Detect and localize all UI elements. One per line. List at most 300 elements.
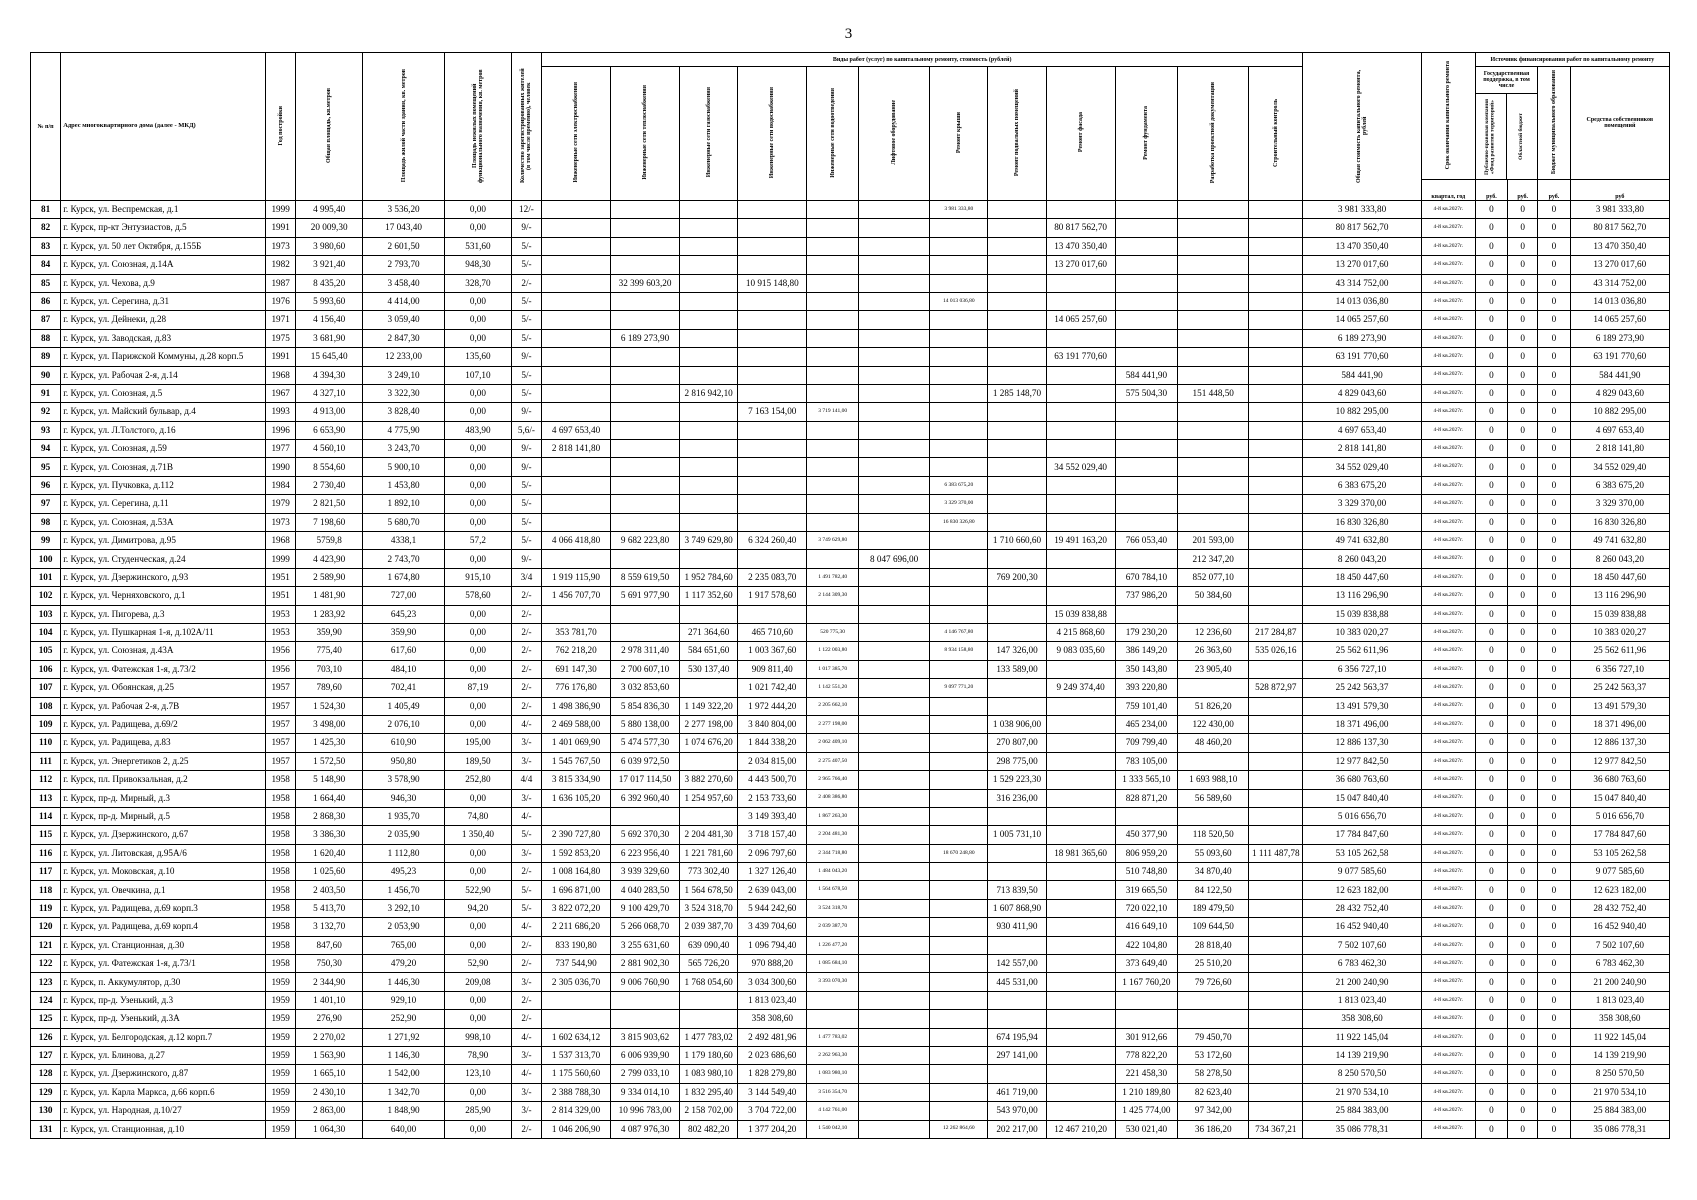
cell-own: 25 242 563,37 xyxy=(1570,679,1669,697)
cell-work xyxy=(1249,219,1303,237)
cell-work: 3 032 853,60 xyxy=(611,679,680,697)
table-row xyxy=(31,679,1670,697)
cell-work: 4 142 761,00 xyxy=(807,1102,859,1120)
cell-work xyxy=(859,329,930,347)
cell-living-area: 946,30 xyxy=(363,789,445,807)
cell-work xyxy=(1046,366,1115,384)
cell-work: 670 784,10 xyxy=(1115,568,1178,586)
cell-work xyxy=(1249,274,1303,292)
cell-work: 189 479,50 xyxy=(1178,899,1249,917)
cell-work xyxy=(1046,936,1115,954)
cell-work: 1 074 676,20 xyxy=(680,734,738,752)
cell-work xyxy=(988,807,1046,825)
cell-nonres-area: 0,00 xyxy=(445,201,512,219)
cell-work xyxy=(1249,918,1303,936)
cell-work: 118 520,50 xyxy=(1178,826,1249,844)
cell-year: 1982 xyxy=(266,256,296,274)
cell-work xyxy=(859,605,930,623)
cell-year: 1959 xyxy=(266,1028,296,1046)
cell-regional: 0 xyxy=(1508,1083,1538,1101)
cell-work xyxy=(988,623,1046,641)
cell-work xyxy=(807,384,859,402)
cell-regional: 0 xyxy=(1508,955,1538,973)
cell-work xyxy=(859,936,930,954)
cell-living-area: 4338,1 xyxy=(363,532,445,550)
cell-total-area: 276,90 xyxy=(296,1010,363,1028)
cell-term: 4-й кв.2027г. xyxy=(1421,752,1475,770)
cell-fund: 0 xyxy=(1475,440,1507,458)
cell-work xyxy=(930,752,988,770)
cell-work xyxy=(1249,421,1303,439)
cell-regional: 0 xyxy=(1508,348,1538,366)
cell-work: 3 516 354,70 xyxy=(807,1083,859,1101)
cell-work: 909 811,40 xyxy=(738,660,807,678)
cell-work: 1 142 551,20 xyxy=(807,679,859,697)
cell-work: 1 952 784,60 xyxy=(680,568,738,586)
table-row xyxy=(31,201,1670,219)
cell-work: 639 090,40 xyxy=(680,936,738,954)
cell-persons: 4/- xyxy=(511,807,541,825)
cell-regional: 0 xyxy=(1508,991,1538,1009)
cell-num: 131 xyxy=(31,1120,61,1138)
cell-work xyxy=(1249,881,1303,899)
cell-work xyxy=(611,458,680,476)
cell-work: 833 190,80 xyxy=(542,936,611,954)
cell-work: 3 840 804,00 xyxy=(738,715,807,733)
cell-num: 104 xyxy=(31,623,61,641)
cell-own: 3 329 370,00 xyxy=(1570,495,1669,513)
cell-own: 28 432 752,40 xyxy=(1570,899,1669,917)
cell-num: 107 xyxy=(31,679,61,697)
cell-total-area: 3 498,00 xyxy=(296,715,363,733)
cell-work xyxy=(988,1010,1046,1028)
cell-nonres-area: 0,00 xyxy=(445,991,512,1009)
cell-year: 1959 xyxy=(266,973,296,991)
cell-work: 691 147,30 xyxy=(542,660,611,678)
cell-work xyxy=(807,495,859,513)
cell-work: 122 430,00 xyxy=(1178,715,1249,733)
cell-municipal: 0 xyxy=(1538,789,1570,807)
header-own: Средства собственников помещений xyxy=(1570,67,1669,180)
cell-total: 13 116 296,90 xyxy=(1303,587,1422,605)
cell-regional: 0 xyxy=(1508,679,1538,697)
cell-work xyxy=(542,256,611,274)
cell-address: г. Курск, ул. Моковская, д.10 xyxy=(61,863,266,881)
cell-nonres-area: 0,00 xyxy=(445,844,512,862)
cell-fund: 0 xyxy=(1475,1120,1507,1138)
cell-work xyxy=(807,311,859,329)
cell-municipal: 0 xyxy=(1538,752,1570,770)
cell-work xyxy=(1046,1065,1115,1083)
cell-municipal: 0 xyxy=(1538,348,1570,366)
header-total-area: Общая площадь, кв.метров xyxy=(296,53,363,201)
cell-municipal: 0 xyxy=(1538,1028,1570,1046)
cell-municipal: 0 xyxy=(1538,642,1570,660)
cell-living-area: 5 680,70 xyxy=(363,513,445,531)
cell-work xyxy=(738,495,807,513)
cell-work: 776 176,80 xyxy=(542,679,611,697)
table-row xyxy=(31,734,1670,752)
cell-total: 35 086 778,31 xyxy=(1303,1120,1422,1138)
cell-work xyxy=(859,384,930,402)
cell-address: г. Курск, пр-д. Мирный, д.3 xyxy=(61,789,266,807)
cell-nonres-area: 0,00 xyxy=(445,936,512,954)
cell-work: 10 915 148,80 xyxy=(738,274,807,292)
cell-nonres-area: 195,00 xyxy=(445,734,512,752)
cell-work: 2 344 718,80 xyxy=(807,844,859,862)
cell-work: 12 467 210,20 xyxy=(1046,1120,1115,1138)
cell-work: 319 665,50 xyxy=(1115,881,1178,899)
cell-year: 1979 xyxy=(266,495,296,513)
cell-num: 85 xyxy=(31,274,61,292)
cell-work xyxy=(1178,256,1249,274)
cell-own: 14 065 257,60 xyxy=(1570,311,1669,329)
cell-term: 4-й кв.2027г. xyxy=(1421,899,1475,917)
cell-municipal: 0 xyxy=(1538,550,1570,568)
cell-work xyxy=(1178,311,1249,329)
header-w-roof: Ремонт крыши xyxy=(930,67,988,201)
cell-term: 4-й кв.2027г. xyxy=(1421,495,1475,513)
cell-work xyxy=(738,256,807,274)
cell-year: 1957 xyxy=(266,734,296,752)
cell-address: г. Курск, пр-д. Узенький, д.3 xyxy=(61,991,266,1009)
cell-work xyxy=(680,311,738,329)
cell-persons: 12/- xyxy=(511,201,541,219)
cell-work xyxy=(1115,476,1178,494)
cell-work: 4 215 868,60 xyxy=(1046,623,1115,641)
cell-year: 1975 xyxy=(266,329,296,347)
table-row xyxy=(31,660,1670,678)
cell-work: 8 559 619,50 xyxy=(611,568,680,586)
table-row xyxy=(31,366,1670,384)
cell-work xyxy=(988,513,1046,531)
table-row xyxy=(31,348,1670,366)
cell-total: 6 383 675,20 xyxy=(1303,476,1422,494)
cell-work xyxy=(611,513,680,531)
cell-persons: 2/- xyxy=(511,863,541,881)
cell-municipal: 0 xyxy=(1538,936,1570,954)
cell-work xyxy=(930,1028,988,1046)
cell-living-area: 617,60 xyxy=(363,642,445,660)
cell-total-area: 1 425,30 xyxy=(296,734,363,752)
cell-work xyxy=(930,237,988,255)
cell-total-area: 4 913,00 xyxy=(296,403,363,421)
cell-municipal: 0 xyxy=(1538,292,1570,310)
cell-own: 21 200 240,90 xyxy=(1570,973,1669,991)
cell-own: 17 784 847,60 xyxy=(1570,826,1669,844)
cell-work xyxy=(859,844,930,862)
cell-address: г. Курск, ул. Дзержинского, д.93 xyxy=(61,568,266,586)
cell-work xyxy=(859,1065,930,1083)
cell-persons: 5/- xyxy=(511,899,541,917)
cell-living-area: 1 848,90 xyxy=(363,1102,445,1120)
cell-work: 142 557,00 xyxy=(988,955,1046,973)
cell-work xyxy=(1178,458,1249,476)
table-row xyxy=(31,863,1670,881)
cell-work xyxy=(1249,256,1303,274)
table-row xyxy=(31,1120,1670,1138)
cell-work xyxy=(1249,771,1303,789)
cell-term: 4-й кв.2027г. xyxy=(1421,697,1475,715)
cell-regional: 0 xyxy=(1508,844,1538,862)
cell-address: г. Курск, пл. Привокзальная, д.2 xyxy=(61,771,266,789)
cell-total-area: 1 064,30 xyxy=(296,1120,363,1138)
cell-term: 4-й кв.2027г. xyxy=(1421,568,1475,586)
table-row xyxy=(31,292,1670,310)
cell-persons: 9/- xyxy=(511,403,541,421)
cell-nonres-area: 0,00 xyxy=(445,660,512,678)
cell-work xyxy=(680,256,738,274)
cell-year: 1958 xyxy=(266,844,296,862)
table-row xyxy=(31,513,1670,531)
cell-work xyxy=(1046,1010,1115,1028)
cell-own: 13 470 350,40 xyxy=(1570,237,1669,255)
cell-work xyxy=(1249,1028,1303,1046)
cell-work xyxy=(542,550,611,568)
cell-term: 4-й кв.2027г. xyxy=(1421,384,1475,402)
cell-address: г. Курск, ул. Фатежская 1-я, д.73/1 xyxy=(61,955,266,973)
cell-persons: 2/- xyxy=(511,1010,541,1028)
cell-persons: 3/- xyxy=(511,789,541,807)
cell-work xyxy=(611,384,680,402)
cell-work xyxy=(1115,513,1178,531)
cell-work xyxy=(988,605,1046,623)
cell-num: 83 xyxy=(31,237,61,255)
cell-municipal: 0 xyxy=(1538,219,1570,237)
cell-living-area: 484,10 xyxy=(363,660,445,678)
cell-living-area: 495,23 xyxy=(363,863,445,881)
cell-work: 3 882 270,60 xyxy=(680,771,738,789)
cell-work xyxy=(611,1010,680,1028)
cell-term: 4-й кв.2027г. xyxy=(1421,807,1475,825)
cell-work: 32 399 603,20 xyxy=(611,274,680,292)
cell-living-area: 252,90 xyxy=(363,1010,445,1028)
cell-work xyxy=(738,237,807,255)
cell-living-area: 645,23 xyxy=(363,605,445,623)
cell-nonres-area: 285,90 xyxy=(445,1102,512,1120)
cell-work xyxy=(738,550,807,568)
cell-work: 2 816 942,10 xyxy=(680,384,738,402)
cell-total-area: 1 401,10 xyxy=(296,991,363,1009)
cell-work: 3 439 704,60 xyxy=(738,918,807,936)
cell-work xyxy=(859,697,930,715)
cell-own: 11 922 145,04 xyxy=(1570,1028,1669,1046)
cell-own: 13 270 017,60 xyxy=(1570,256,1669,274)
cell-term: 4-й кв.2027г. xyxy=(1421,844,1475,862)
cell-regional: 0 xyxy=(1508,1046,1538,1064)
cell-work xyxy=(611,201,680,219)
cell-work: 221 458,30 xyxy=(1115,1065,1178,1083)
cell-own: 35 086 778,31 xyxy=(1570,1120,1669,1138)
cell-year: 1958 xyxy=(266,771,296,789)
cell-fund: 0 xyxy=(1475,807,1507,825)
cell-total: 18 371 496,00 xyxy=(1303,715,1422,733)
cell-work xyxy=(1046,863,1115,881)
cell-term: 4-й кв.2027г. xyxy=(1421,789,1475,807)
cell-own: 80 817 562,70 xyxy=(1570,219,1669,237)
cell-municipal: 0 xyxy=(1538,660,1570,678)
cell-year: 1958 xyxy=(266,863,296,881)
cell-work xyxy=(859,256,930,274)
cell-work xyxy=(738,201,807,219)
cell-persons: 3/4 xyxy=(511,568,541,586)
cell-work xyxy=(988,274,1046,292)
cell-work xyxy=(1178,440,1249,458)
cell-own: 16 830 326,80 xyxy=(1570,513,1669,531)
cell-own: 4 697 653,40 xyxy=(1570,421,1669,439)
cell-work xyxy=(680,513,738,531)
cell-work xyxy=(859,476,930,494)
cell-work xyxy=(542,292,611,310)
header-w-basement: Ремонт подвальных помещений xyxy=(988,67,1046,201)
cell-work xyxy=(859,1028,930,1046)
cell-fund: 0 xyxy=(1475,973,1507,991)
cell-work xyxy=(738,440,807,458)
cell-work xyxy=(611,991,680,1009)
cell-work xyxy=(542,311,611,329)
cell-work: 6 039 972,50 xyxy=(611,752,680,770)
cell-work xyxy=(1046,1102,1115,1120)
cell-address: г. Курск, ул. Л.Толстого, д.16 xyxy=(61,421,266,439)
cell-persons: 4/- xyxy=(511,918,541,936)
cell-year: 1959 xyxy=(266,1083,296,1101)
cell-living-area: 1 112,80 xyxy=(363,844,445,862)
cell-work: 1 491 782,40 xyxy=(807,568,859,586)
cell-nonres-area: 915,10 xyxy=(445,568,512,586)
cell-fund: 0 xyxy=(1475,237,1507,255)
cell-work: 6 006 939,90 xyxy=(611,1046,680,1064)
cell-address: г. Курск, ул. Дзержинского, д.87 xyxy=(61,1065,266,1083)
header-persons: Количество зарегистрированных жителей (в том числе временно), человек xyxy=(511,53,541,201)
cell-work xyxy=(680,274,738,292)
cell-municipal: 0 xyxy=(1538,826,1570,844)
cell-work: 1 046 206,90 xyxy=(542,1120,611,1138)
cell-work: 151 448,50 xyxy=(1178,384,1249,402)
cell-work xyxy=(680,348,738,366)
cell-address: г. Курск, ул. Студенческая, д.24 xyxy=(61,550,266,568)
cell-total: 6 356 727,10 xyxy=(1303,660,1422,678)
cell-living-area: 3 578,90 xyxy=(363,771,445,789)
cell-work: 9 334 014,10 xyxy=(611,1083,680,1101)
cell-work: 1 167 760,20 xyxy=(1115,973,1178,991)
cell-num: 118 xyxy=(31,881,61,899)
cell-work: 84 122,50 xyxy=(1178,881,1249,899)
cell-work: 386 149,20 xyxy=(1115,642,1178,660)
cell-work: 212 347,20 xyxy=(1178,550,1249,568)
cell-persons: 9/- xyxy=(511,550,541,568)
cell-work: 1 484 043,20 xyxy=(807,863,859,881)
cell-address: г. Курск, ул. Дзержинского, д.67 xyxy=(61,826,266,844)
cell-work xyxy=(859,771,930,789)
cell-work: 1 564 678,50 xyxy=(680,881,738,899)
cell-total-area: 775,40 xyxy=(296,642,363,660)
cell-work: 1 085 684,10 xyxy=(807,955,859,973)
table-row xyxy=(31,550,1670,568)
capital-repair-table xyxy=(30,52,1670,1139)
cell-municipal: 0 xyxy=(1538,844,1570,862)
header-w-electric: Инженерные сети электроснабжения xyxy=(542,67,611,201)
cell-term: 4-й кв.2027г. xyxy=(1421,1102,1475,1120)
cell-year: 1957 xyxy=(266,697,296,715)
cell-term: 4-й кв.2027г. xyxy=(1421,881,1475,899)
cell-work: 709 799,40 xyxy=(1115,734,1178,752)
cell-municipal: 0 xyxy=(1538,679,1570,697)
cell-work xyxy=(1046,807,1115,825)
cell-num: 93 xyxy=(31,421,61,439)
cell-living-area: 3 828,40 xyxy=(363,403,445,421)
cell-municipal: 0 xyxy=(1538,771,1570,789)
cell-work: 8 934 158,80 xyxy=(930,642,988,660)
cell-work: 2 204 481,30 xyxy=(807,826,859,844)
cell-num: 82 xyxy=(31,219,61,237)
cell-municipal: 0 xyxy=(1538,421,1570,439)
header-w-heat: Инженерные сети теплоснабжения xyxy=(611,67,680,201)
cell-total-area: 2 868,30 xyxy=(296,807,363,825)
cell-total: 15 047 840,40 xyxy=(1303,789,1422,807)
table-row xyxy=(31,384,1670,402)
cell-work: 3 524 318,70 xyxy=(807,899,859,917)
cell-work: 50 384,60 xyxy=(1178,587,1249,605)
cell-persons: 5/- xyxy=(511,826,541,844)
cell-total-area: 1 563,90 xyxy=(296,1046,363,1064)
cell-work xyxy=(859,807,930,825)
cell-regional: 0 xyxy=(1508,623,1538,641)
cell-regional: 0 xyxy=(1508,237,1538,255)
cell-work xyxy=(930,771,988,789)
cell-living-area: 3 059,40 xyxy=(363,311,445,329)
cell-work: 82 623,40 xyxy=(1178,1083,1249,1101)
cell-municipal: 0 xyxy=(1538,1010,1570,1028)
cell-term: 4-й кв.2027г. xyxy=(1421,918,1475,936)
cell-fund: 0 xyxy=(1475,513,1507,531)
cell-work: 5 854 836,30 xyxy=(611,697,680,715)
cell-year: 1999 xyxy=(266,550,296,568)
cell-year: 1953 xyxy=(266,605,296,623)
cell-total: 53 105 262,58 xyxy=(1303,844,1422,862)
table-row xyxy=(31,991,1670,1009)
cell-year: 1991 xyxy=(266,219,296,237)
cell-work: 1 210 189,80 xyxy=(1115,1083,1178,1101)
header-year: Год постройки xyxy=(266,53,296,201)
cell-work: 109 644,50 xyxy=(1178,918,1249,936)
cell-address: г. Курск, ул. Пигорева, д.3 xyxy=(61,605,266,623)
cell-work xyxy=(807,329,859,347)
cell-year: 1957 xyxy=(266,752,296,770)
cell-work xyxy=(542,403,611,421)
cell-fund: 0 xyxy=(1475,734,1507,752)
cell-work xyxy=(988,403,1046,421)
cell-work xyxy=(1178,292,1249,310)
cell-work xyxy=(1046,771,1115,789)
cell-num: 114 xyxy=(31,807,61,825)
cell-nonres-area: 0,00 xyxy=(445,863,512,881)
cell-work: 1 254 957,60 xyxy=(680,789,738,807)
cell-work: 1 401 069,90 xyxy=(542,734,611,752)
cell-work xyxy=(930,991,988,1009)
cell-municipal: 0 xyxy=(1538,568,1570,586)
cell-num: 102 xyxy=(31,587,61,605)
cell-year: 1959 xyxy=(266,1120,296,1138)
cell-total-area: 750,30 xyxy=(296,955,363,973)
cell-work xyxy=(1249,697,1303,715)
header-term: Срок окончания капитального ремонта xyxy=(1421,53,1475,180)
cell-total-area: 1 283,92 xyxy=(296,605,363,623)
cell-own: 25 884 383,00 xyxy=(1570,1102,1669,1120)
cell-nonres-area: 123,10 xyxy=(445,1065,512,1083)
table-row xyxy=(31,605,1670,623)
cell-own: 12 886 137,30 xyxy=(1570,734,1669,752)
cell-num: 89 xyxy=(31,348,61,366)
